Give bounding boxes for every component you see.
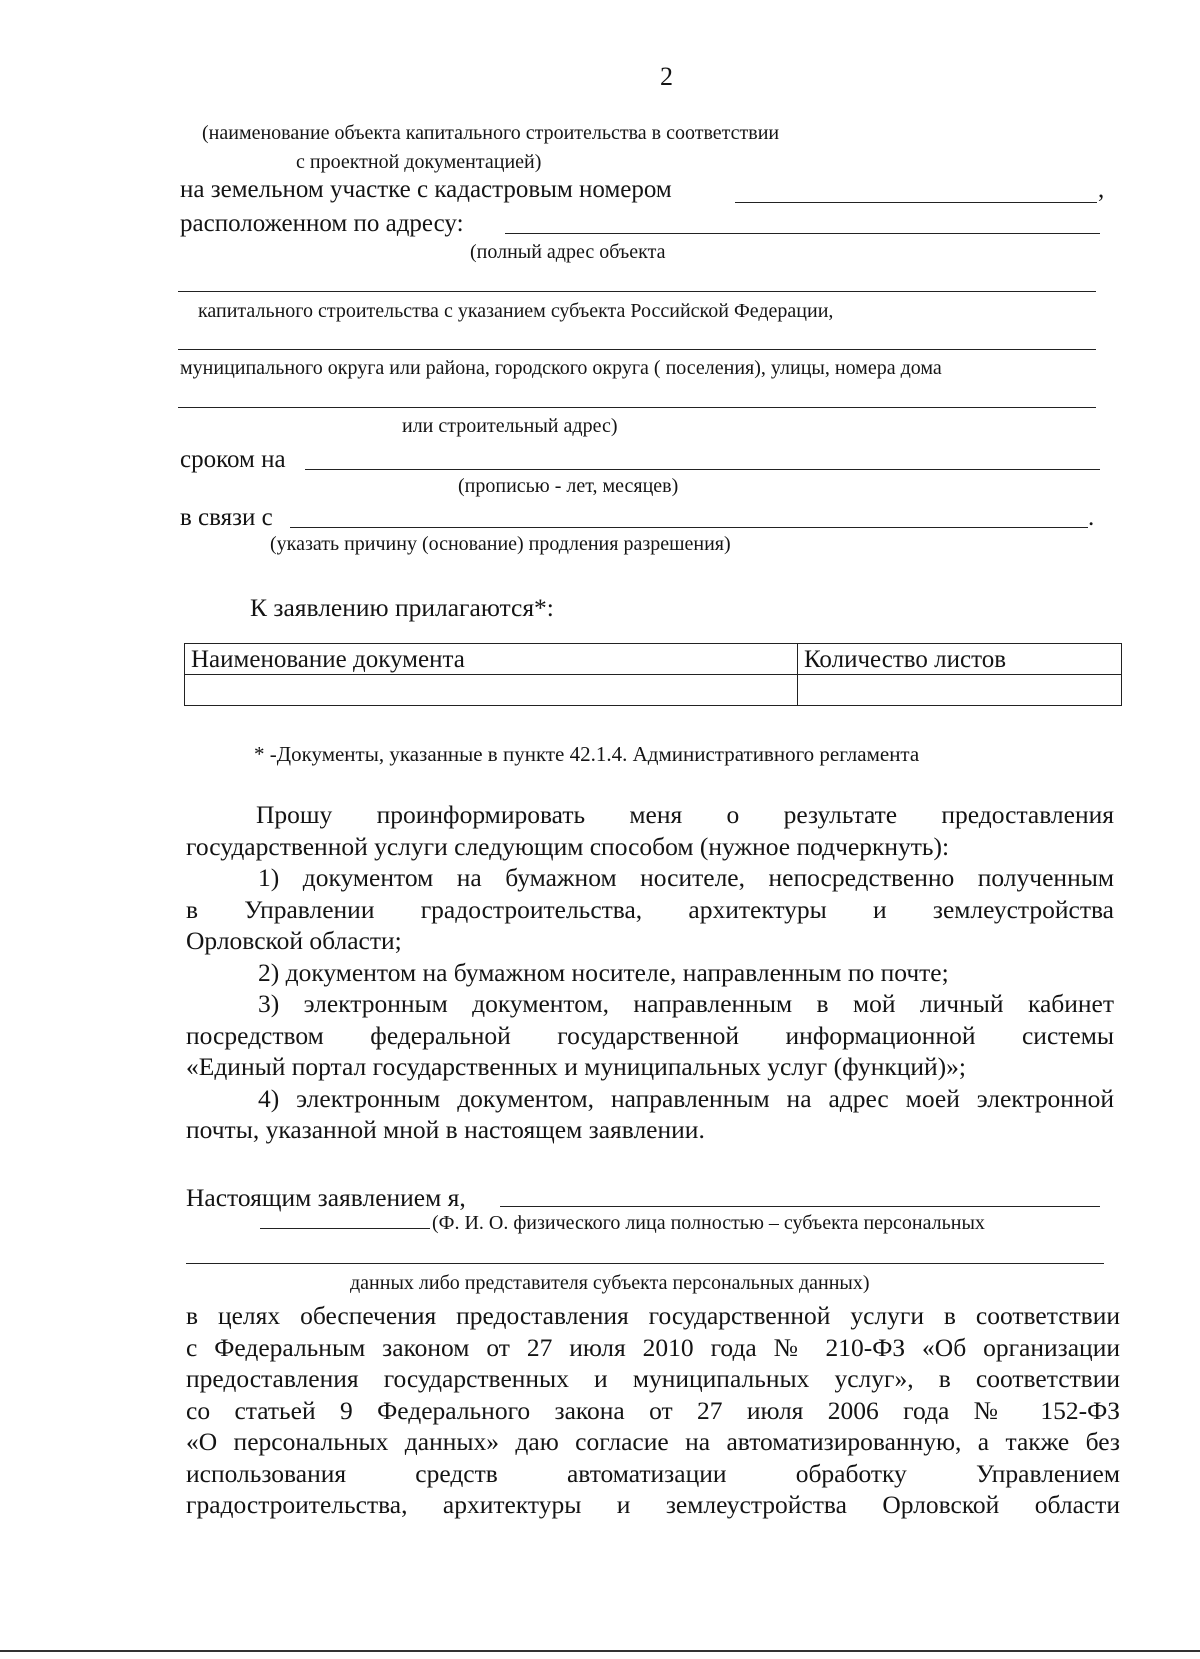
attachments-table	[184, 643, 1122, 706]
land-plot-label: на земельном участке с кадастровым номером	[180, 176, 672, 203]
consent-label: Настоящим заявлением я,	[186, 1183, 466, 1212]
notify-line-11: почты, указанной мной в настоящем заявлении.	[186, 1115, 705, 1144]
notify-line-7: 3) электронным документом, направленным в мой личный кабинет	[258, 989, 1114, 1018]
notify-paragraph	[186, 799, 1114, 1146]
reason-dot: .	[1088, 504, 1095, 531]
cadastral-number-field[interactable]	[735, 202, 1097, 203]
notify-line-6: 2) документом на бумажном носителе, направленным по почте;	[258, 957, 949, 987]
notify-line-10: 4) электронным документом, направленным на адрес моей электронной	[258, 1083, 1114, 1113]
consent-line-2: с Федеральным законом от 27 июля 2010 года № 210-ФЗ «Об организации	[186, 1332, 1120, 1362]
consent-line-3: предоставления государственных и муниципальных услуг», в соответствии	[186, 1364, 1120, 1393]
scan-edge	[0, 1650, 1200, 1652]
notify-line-2: государственной услуги следующим способом (нужное подчеркнуть):	[186, 831, 950, 861]
table-header-sheet-count: Количество листов	[798, 644, 1122, 675]
notify-line-8: посредством федеральной государственной информационной системы	[186, 1020, 1114, 1050]
attachments-footnote: * -Документы, указанные в пункте 42.1.4. Административного регламента	[254, 742, 920, 766]
reason-caption: (указать причину (основание) продления разрешения)	[270, 533, 731, 555]
address-caption-line4: или строительный адрес)	[402, 415, 618, 437]
page-number: 2	[660, 62, 673, 91]
object-caption-line2: с проектной документацией)	[296, 151, 542, 173]
object-caption-line1: (наименование объекта капитального строительства в соответствии	[202, 122, 780, 144]
consent-paragraph	[186, 1300, 1120, 1521]
address-label: расположенном по адресу:	[180, 210, 464, 237]
address-caption-line1: (полный адрес объекта	[470, 241, 666, 263]
notify-line-1: Прошу проинформировать меня о результате предоставления	[256, 800, 1114, 829]
notify-line-4: в Управлении градостроительства, архитектуры и землеустройства	[186, 894, 1114, 924]
consent-caption-line2: данных либо представителя субъекта персональных данных)	[350, 1272, 870, 1294]
attachments-title: К заявлению прилагаются*:	[250, 593, 554, 622]
reason-field[interactable]	[290, 527, 1088, 528]
consent-name-field[interactable]	[500, 1206, 1100, 1207]
address-field-line1[interactable]	[505, 233, 1100, 234]
consent-name-field-line2[interactable]	[186, 1263, 1104, 1264]
table-header-document-name: Наименование документа	[185, 644, 798, 675]
table-cell-document-name[interactable]	[185, 675, 798, 706]
notify-line-5: Орловской области;	[186, 926, 402, 955]
address-field-line2[interactable]	[178, 291, 1096, 292]
address-field-line4[interactable]	[178, 407, 1096, 408]
address-caption-line2: капитального строительства с указанием субъекта Российской Федерации,	[198, 300, 834, 322]
consent-line-5: «О персональных данных» даю согласие на автоматизированную, а также без	[186, 1427, 1120, 1456]
table-row	[185, 675, 1122, 706]
address-caption-line3: муниципального округа или района, городского округа ( поселения), улицы, номера дома	[180, 357, 942, 379]
term-field[interactable]	[305, 469, 1100, 470]
notify-line-9: «Единый портал государственных и муниципальных услуг (функций)»;	[186, 1052, 967, 1081]
notify-line-3: 1) документом на бумажном носителе, непосредственно полученным	[258, 863, 1114, 892]
term-caption: (прописью - лет, месяцев)	[458, 475, 679, 497]
consent-line-4: со статьей 9 Федерального закона от 27 июля 2006 года № 152-ФЗ	[186, 1395, 1120, 1425]
consent-caption-line1: (Ф. И. О. физического лица полностью – субъекта персональных	[432, 1212, 985, 1234]
term-label: сроком на	[180, 446, 286, 473]
address-field-line3[interactable]	[178, 349, 1096, 350]
consent-line-6: использования средств автоматизации обработку Управлением	[186, 1458, 1120, 1488]
consent-line-1: в целях обеспечения предоставления государственной услуги в соответствии	[186, 1301, 1120, 1330]
table-header-row	[185, 644, 1122, 675]
table-cell-sheet-count[interactable]	[798, 675, 1122, 706]
consent-name-field-continuation[interactable]	[260, 1228, 430, 1229]
consent-line-7: градостроительства, архитектуры и землеустройства Орловской области	[186, 1490, 1120, 1519]
reason-label: в связи с	[180, 504, 273, 531]
land-plot-comma: ,	[1098, 176, 1105, 203]
